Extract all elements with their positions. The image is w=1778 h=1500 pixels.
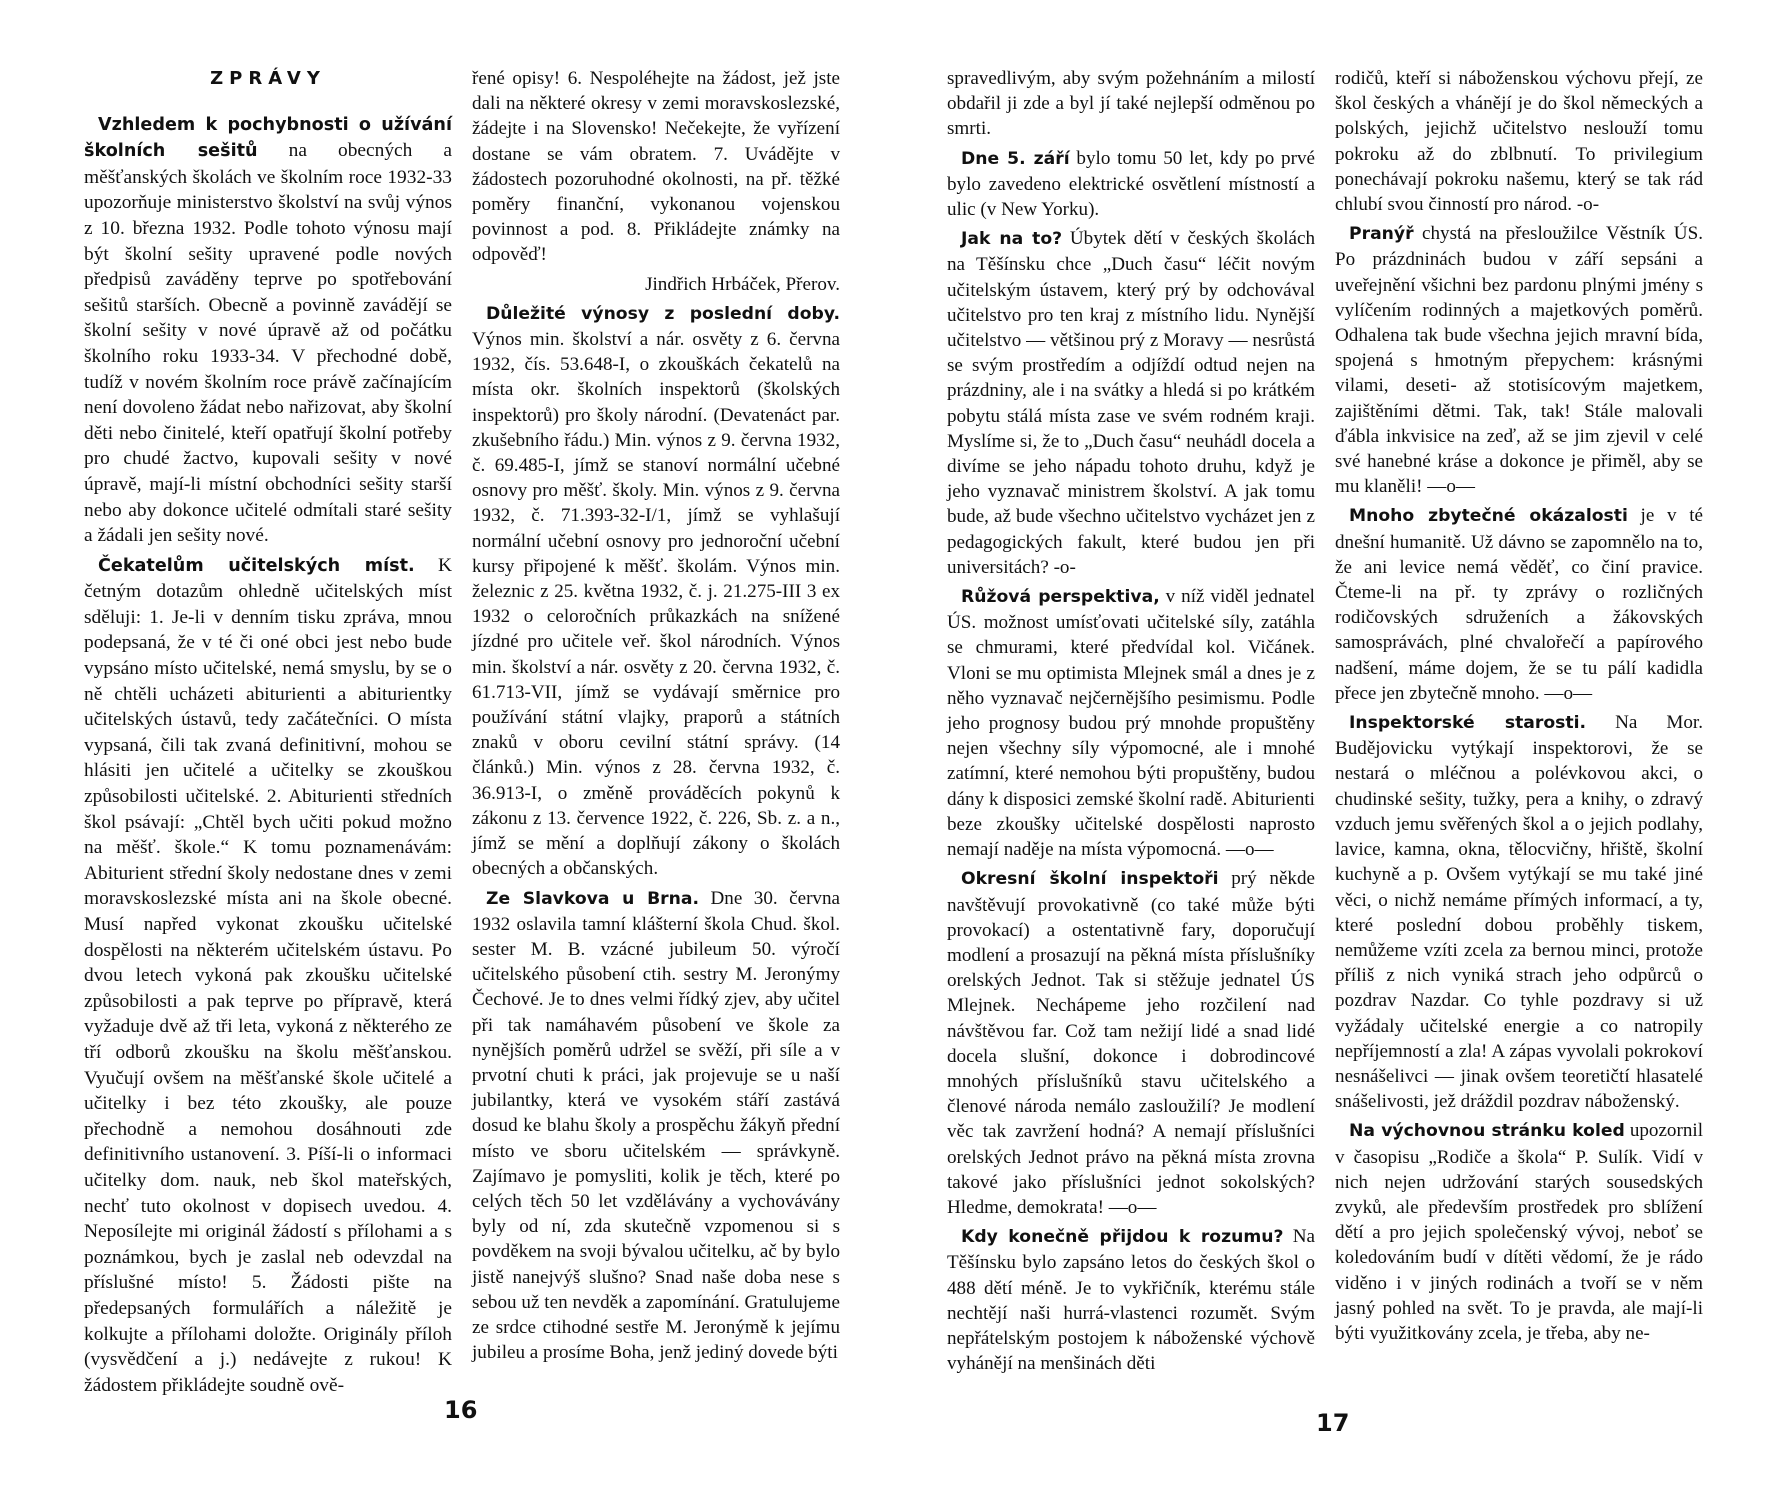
article-paragraph <box>947 1224 1315 1376</box>
article-text: chystá na přesloužilce Věstník ÚS. Po prázdninách budou v září sepsáni a uveřejnění všichni bez pardonu plnými jmény s vylíčením rodinných a majetkových poměrů. Odhalena tak bude všechna jejich mravní bída, spojená s hmotným přepychem: krásnými vilami, deseti- až stotisícovým majetkem, zajištěními dětmi. Tak, tak! Stále malovali ďábla inkvisice na zeď, až se jim zjevil v celé své hanebné kráse a dokonce je přiměl, aby se mu klaněli! —o— <box>1335 223 1703 498</box>
article-title: Růžová perspektiva, <box>961 587 1160 608</box>
page-number: 16 <box>444 1396 478 1424</box>
article-text: je v té dnešní humanitě. Už dávno se zapomnělo na to, že ani levice nemá věděť, co činí pravice. Čteme-li na př. ty zprávy o rozličných rodičovských sdruženích a žákovských samosprávách, plné chvalořečí a papírového nadšení, máme dojem, že se tu pálí kadidla přece jen zbytečně mnoho. —o— <box>1335 505 1703 704</box>
article-paragraph <box>472 301 840 882</box>
author-signature <box>472 272 840 297</box>
article-text: na obecných a měšťanských školách ve školním roce 1932-33 upozorňuje ministerstvo školství na svůj výnos z 10. března 1932. Podle tohoto výnosu mají být školní sešity upravené podle nových předpisů zaváděny teprve po spotřebování sešitů starších. Obecně a povinně zavádějí se školní sešity v nové úpravě až od počátku školního roku 1933-34. V přechodné době, tudíž v novém školním roce právě začínajícím není dovoleno žádat nebo nařizovat, aby školní děti nebo činitelé, kteří opatřují školní potřeby pro chudé žactvo, kupovali sešity v nové úpravě, mají-li místní obchodníci sešity starší nebo aby dokonce učitelé odmítali staré sešity a žádali jen sešity nové. <box>84 140 453 547</box>
article-text: prý někde navštěvují provokativně (co také může býti provokací) a ostentativně fary, doporučují modlení a prosazují na pěkná místa příslušníky orelských Jednot. Tak si stěžuje jednatel ÚS Mlejnek. Nechápeme jeho rozčilení nad návštěvou far. Což tam nežijí lidé a snad lidé docela slušní, dokonce i dobrodincové mnohých příslušníků stavu učitelského a členové národa nemálo zasloužilí? Je modlení věc tak zavržení hodná? A nemají příslušníci orelských Jednot právo na pěkná místa zrovna takové jako příslušníci jednot sokolských? Hledme, demokrata! —o— <box>947 868 1316 1218</box>
article-title: Kdy konečně přijdou k rozumu? <box>961 1227 1284 1248</box>
article-title: Mnoho zbytečné okázalosti <box>1349 506 1628 527</box>
page-17 <box>889 0 1778 1500</box>
page-number: 17 <box>1316 1409 1350 1437</box>
article-paragraph <box>1335 710 1703 1114</box>
article-paragraph <box>472 886 840 1366</box>
article-paragraph <box>84 112 452 549</box>
article-text: Na Mor. Budějovicku vytýkají inspektorovi, že se nestará o mléčnou a polévkovou akci, o chudinské sešity, tužky, pera a knihy, o zdravý vzduch jemu svěřených škol a o jejich podlahy, lavice, kamna, okna, tělocvičny, hřiště, školní kuchyně a p. Ovšem vytýkají se mu také jiné věci, o nichž nemáme přímých informací, a ty, které poslední dobou proběhly tiskem, nemůžeme vzíti zcela za bernou minci, protože příliš z nich vyniká strach jeho odpůrců o pozdrav Nazdar. Co tyhle pozdravy si už vyžádaly učitelské energie a co natropily nepříjemností a zla! A zápas vyvolali pokrokoví nesnášelivci — jinak ovšem teoretičtí hlasatelé snášelivosti, jež dráždil pozdrav náboženský. <box>1335 712 1703 1113</box>
article-text: Dne 30. června 1932 oslavila tamní klášterní škola Chud. škol. sester M. B. vzácné jubileum 50. výročí učitelského působení ctih. sestry M. Jeronýmy Čechové. Je to dnes velmi řídký zjev, aby učitel při tak namáhavém působení ve škole za nynějších poměrů udržel se svěží, při síle a v prvotní chuti k práci, jak projevuje se u naší jubilantky, která ve vysokém stáří zastává dosud ke blahu školy a prospěchu žákyň přední místo ve sboru učitelském — správkyně. Zajímavo je pomysliti, kolik je těch, které po celých těch 50 let vzdělávány a vychovávány byly od ní, zda skutečně vzpomenou si s povděkem na svoji bývalou učitelku, ač by bylo jistě nanejvýš slušno? Snad naše doba nese s sebou už ten nevděk a zapomínání. Gratulujeme ze srdce ctihodné sestře M. Jeronýmě k jejímu jubileu a prosíme Boha, jenž jediný dovede býti <box>472 887 840 1364</box>
article-paragraph <box>947 584 1315 862</box>
article-text: K četným dotazům ohledně učitelských míst sděluji: 1. Je-li v denním tisku zpráva, mnou podepsaná, že v té či oné obci jest nebo bude vypsáno místo učitelské, nemá smyslu, by se o ně chtěli ucházeti abiturienti a abiturientky učitelských ústavů, tedy začátečníci. O místa vypsaná, čili tak zvaná definitivní, mohou se hlásiti jen učitelé a učitelky se zkouškou způsobilosti učitelské. 2. Abiturienti středních škol psávají: „Chtěl bych učiti pokud možno na měšť. škole.“ K tomu poznamenávám: Abiturient střední školy nedostane dnes v zemi moravskoslezské místa ani na škole obecné. Musí napřed vykonat zkoušku učitelské dospělosti na některém učitelském ústavu. Po dvou letech vykoná pak zkoušku učitelské způsobilosti a pak teprve po přípravě, která vyžaduje dvě až tři leta, vykoná z některého ze tří odborů zkoušku na školu měšťanskou. Vyučují ovšem na měšťanské škole učitelé a učitelky i bez této zkoušky, ale pouze přechodně a nemohou dosáhnouti zde definitivního ustanovení. 3. Píší-li o informaci učitelky dom. nauk, neb škol mateřských, nechť tuto okolnost v dopisech uvedou. 4. Neposílejte mi originál žádostí s přílohami a s poznámkou, bych je zaslal neb odevzdal na příslušné místo! 5. Žádosti pište na předepsaných formulářích a náležitě je kolkujte a přílohami doložte. Originály příloh (vysvědčení a j.) nedávejte z rukou! K žádostem přikládejte soudně ově- <box>84 554 452 1396</box>
article-text: rodičů, kteří si náboženskou výchovu přejí, ze škol českých a vhánějí je do škol německých a polských, jejichž učitelstvo neslouží tomu pokroku až do zblbnutí. To privilegium ponechávají pokroku našemu, který se tak rád chlubí svou činností pro národ. -o- <box>1335 68 1703 216</box>
article-text: Jindřich Hrbáček, Přerov. <box>645 273 840 295</box>
article-paragraph <box>947 66 1315 142</box>
article-text: upozornil v časopisu „Rodiče a škola“ P. Sulík. Vidí v nich nejen udržování starých sousedských zvyků, ale především prostředek pro sblížení dětí a pro jejich společenský vývoj, neboť se koledováním budí v dítěti vědomí, že je rádo viděno i v jiných rodinách a tvoří se v něm jasný pohled na svět. To je pravda, ale mají-li býti využitkovány zcela, je třeba, aby ne- <box>1335 1120 1703 1344</box>
article-title: Čekatelům učitelských míst. <box>98 555 415 576</box>
article-text: řené opisy! 6. Nespoléhejte na žádost, jež jste dali na některé okresy v zemi moravskoslezské, žádejte i na Slovensko! Nečekejte, že vyřízení dostane se vám obratem. 7. Uvádějte v žádostech pozoruhodné okolnosti, na př. těžké poměry finanční, vykonanou vojenskou povinnost a pod. 8. Přikládejte známky na odpověď! <box>472 68 840 266</box>
article-title: Jak na to? <box>961 229 1063 250</box>
article-text: spravedlivým, aby svým požehnáním a milostí obdařil ji zde a byl jí také nejlepší odměnou po smrti. <box>947 68 1315 140</box>
article-title: Dne 5. září <box>961 148 1070 169</box>
article-paragraph <box>472 66 840 268</box>
article-title: Důležité výnosy z poslední doby. <box>486 303 840 324</box>
article-paragraph <box>947 226 1315 580</box>
article-paragraph <box>947 146 1315 223</box>
article-text: Výnos min. školství a nár. osvěty z 6. června 1932, čís. 53.648-I, o zkouškách čekatelů na místa okr. školních inspektorů (školských inspektorů) pro školy národní. (Devatenáct par. zkušebního řádu.) Min. výnos z 9. června 1932, č. 69.485-I, jímž se stanoví normální učebné osnovy pro měšť. školy. Min. výnos z 9. června 1932, č. 71.393-32-I/1, jímž se vyhlašují normální učební osnovy pro jednoroční učební kursy připojené k měšť. školám. Výnos min. železnic z 25. května 1932, č. j. 21.275-III 3 ex 1932 o celoročních průkazkách na snížené jízdné pro učitele veř. škol národních. Výnos min. školství a nár. osvěty z 20. června 1932, č. 61.713-VII, jímž se vydávají směrnice pro používání státní vlajky, praporů a státních znaků v oboru cevilní státní správy. (14 článků.) Min. výnos z 28. června 1932, č. 36.913-I, o změně prováděcích pokynů k zákonu z 13. července 1922, č. 226, Sb. z. a n., jímž se mění a doplňují zákony o školách obecných a občanských. <box>472 329 840 880</box>
text-column-right-2 <box>1335 66 1703 1350</box>
article-paragraph <box>1335 221 1703 499</box>
article-paragraph <box>1335 503 1703 706</box>
article-paragraph <box>1335 1118 1703 1346</box>
article-text: Na Těšínsku bylo zapsáno letos do českých škol o 488 dětí méně. Je to vykřičník, kterému stále nechtějí naši hurrá-vlastenci rozumět. Svým nepřátelským postojem k náboženské výchově vyhánějí na menšinách děti <box>947 1226 1315 1375</box>
section-heading: ZPRÁVY <box>210 68 326 89</box>
article-title: Okresní školní inspektoři <box>961 869 1219 890</box>
article-title: Inspektorské starosti. <box>1349 713 1587 734</box>
article-title: Pranýř <box>1349 224 1414 245</box>
article-title: Na výchovnou stránku koled <box>1349 1121 1625 1142</box>
article-paragraph <box>947 866 1315 1220</box>
article-text: bylo tomu 50 let, kdy po prvé bylo zavedeno elektrické osvětlení místností a ulic (v New Yorku). <box>947 147 1315 221</box>
article-text: Úbytek dětí v českých školách na Těšínsku chce „Duch času“ léčit novým učitelským ústavem, který prý by odchovával učitelstvo pro ten kraj z místního lidu. Nynější učitelstvo — většinou prý z Moravy — nesrůstá se svým prostředím a odjíždí odtud nejen na prázdniny, ale i na svátky a hledá si po krátkém pobytu stálá místa zase ve svém rodném kraji. Myslíme si, že to „Duch času“ neuhádl docela a divíme se jeho nápadu tohoto druhu, když je jeho vyznavač ministrem školství. A jak tomu bude, až bude všechno učitelstvo vycházet jen z pedagogických fakult, které budou jen při universitách? -o- <box>947 228 1315 578</box>
article-text: v níž viděl jednatel ÚS. možnost umísťovati učitelské síly, zatáhla se chmurami, které předvídal kol. Vičánek. Vloni se mu optimista Mlejnek smál a dnes je z něho vyznavač nejčernějšího pesimismu. Podle jeho prognosy budou prý mnohde propuštěny nejen všechny síly výpomocné, ale i mnohé zatímní, které nemohou býti propuštěny, budou dány k disposici zemské školní radě. Abiturienti beze zkoušky učitelské dospělosti naprosto nemají naděje na místa výpomocná. —o— <box>947 586 1315 861</box>
article-title: Ze Slavkova u Brna. <box>486 888 700 909</box>
text-column-left-2 <box>472 66 840 1369</box>
text-column-right-1 <box>947 66 1315 1380</box>
text-column-left-1 <box>84 66 452 1402</box>
article-title: Vzhledem k pochybnosti o užívání školních sešitů <box>84 114 452 162</box>
article-paragraph <box>1335 66 1703 217</box>
article-paragraph <box>84 553 452 1399</box>
